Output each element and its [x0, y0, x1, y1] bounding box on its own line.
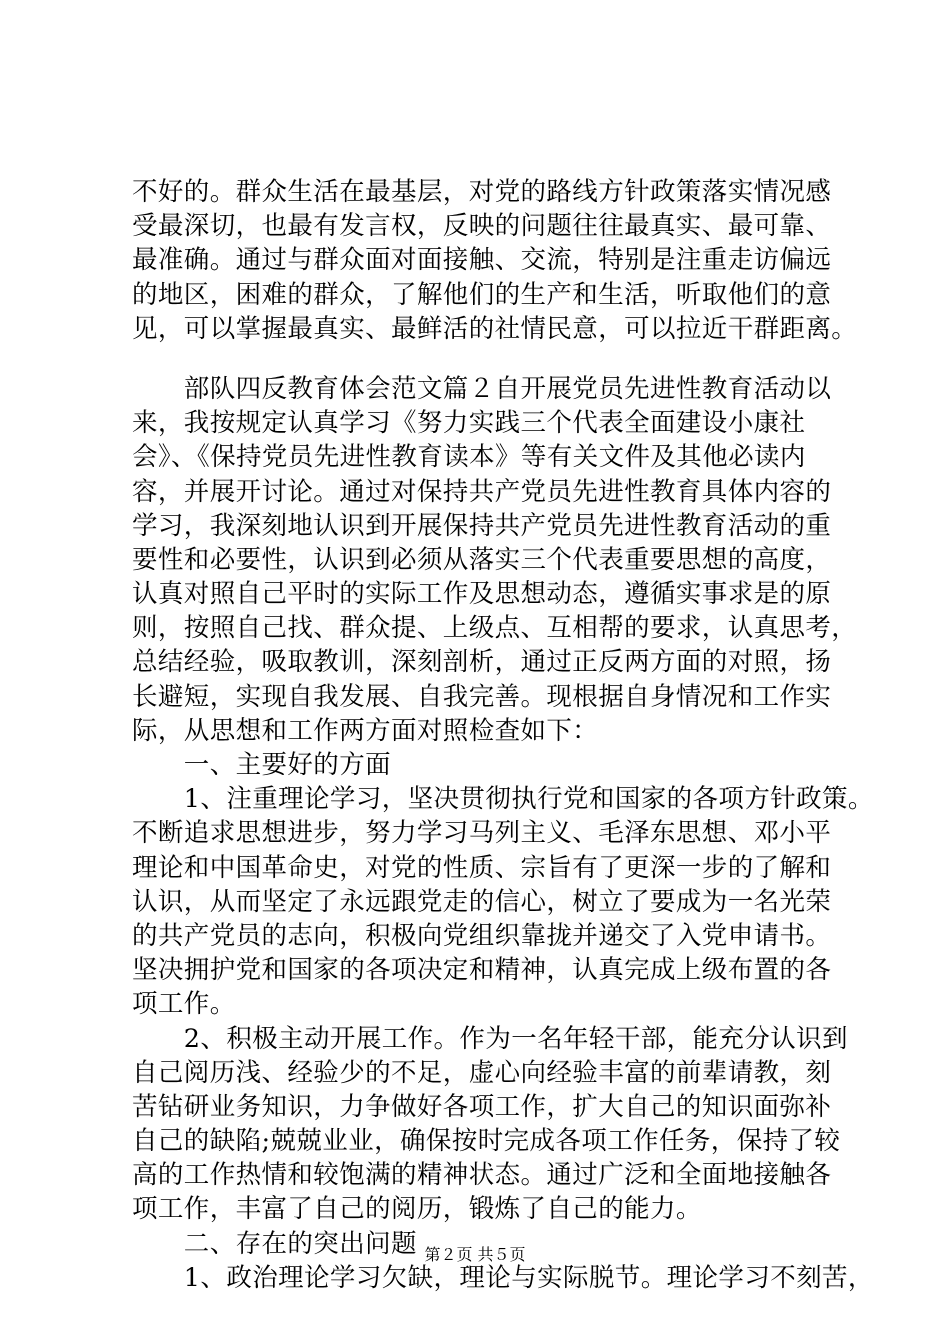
text-line: 来，我按规定认真学习《努力实践三个代表全面建设小康社: [132, 408, 806, 439]
document-body: [132, 175, 874, 1295]
list-item-1: [132, 782, 874, 1021]
text-line: 不断追求思想进步，努力学习马列主义、毛泽东思想、邓小平: [132, 818, 832, 849]
paragraph-2: [132, 372, 858, 748]
text-line: 容，并展开讨论。通过对保持共产党员先进性教育具体内容的: [132, 476, 832, 507]
text-line: 总结经验，吸取教训，深刻剖析，通过正反两方面的对照，扬: [132, 647, 832, 678]
text-line: 1、政治理论学习欠缺，理论与实际脱节。理论学习不刻苦，: [132, 1262, 874, 1293]
text-line: 1、注重理论学习，坚决贯彻执行党和国家的各项方针政策。: [132, 784, 874, 815]
text-line: 认真对照自己平时的实际工作及思想动态，遵循实事求是的原: [132, 579, 832, 610]
text-line: 自己的缺陷;兢兢业业，确保按时完成各项工作任务，保持了较: [132, 1126, 841, 1157]
paragraph-spacer: [132, 346, 832, 372]
text-line: 项工作。: [132, 989, 236, 1020]
page-footer: [0, 1245, 950, 1265]
text-line: 则，按照自己找、群众提、上级点、互相帮的要求，认真思考，: [132, 613, 858, 644]
text-line: 高的工作热情和较饱满的精神状态。通过广泛和全面地接触各: [132, 1160, 832, 1191]
text-line: 2、积极主动开展工作。作为一名年轻干部，能充分认识到: [132, 1023, 848, 1054]
text-line: 坚决拥护党和国家的各项决定和精神，认真完成上级布置的各: [132, 955, 832, 986]
text-line: 学习，我深刻地认识到开展保持共产党员先进性教育活动的重: [132, 510, 832, 541]
text-line: 的共产党员的志向，积极向党组织靠拢并递交了入党申请书。: [132, 920, 832, 951]
text-line: 受最深切，也最有发言权，反映的问题往往最真实、最可靠、: [132, 211, 832, 242]
section-heading-1: 一、主要好的方面: [132, 750, 392, 780]
text-line: 最准确。通过与群众面对面接触、交流，特别是注重走访偏远: [132, 245, 832, 276]
list-item-2: [132, 1022, 848, 1227]
text-line: 不好的。群众生活在最基层，对党的路线方针政策落实情况感: [132, 177, 832, 207]
list-item-3: [132, 1261, 874, 1295]
section-heading-2: 二、存在的突出问题: [132, 1228, 417, 1259]
text-line: 要性和必要性，认识到必须从落实三个代表重要思想的高度，: [132, 544, 832, 575]
text-line: 认识，从而坚定了永远跟党走的信心，树立了要成为一名光荣: [132, 886, 832, 917]
text-line: 会》、《保持党员先进性教育读本》等有关文件及其他必读内: [132, 442, 806, 473]
paragraph-1: [132, 175, 858, 346]
text-line: 部队四反教育体会范文篇２自开展党员先进性教育活动以: [132, 373, 832, 404]
text-line: 见，可以掌握最真实、最鲜活的社情民意，可以拉近干群距离。: [132, 313, 858, 344]
text-line: 自己阅历浅、经验少的不足，虚心向经验丰富的前辈请教，刻: [132, 1057, 832, 1088]
page-number: 第２页 共５页: [424, 1245, 526, 1264]
text-line: 项工作，丰富了自己的阅历，锻炼了自己的能力。: [132, 1194, 702, 1225]
text-line: 理论和中国革命史，对党的性质、宗旨有了更深一步的了解和: [132, 852, 832, 883]
text-line: 长避短，实现自我发展、自我完善。现根据自身情况和工作实: [132, 681, 832, 712]
text-line: 苦钻研业务知识，力争做好各项工作，扩大自己的知识面弥补: [132, 1091, 832, 1122]
text-line: 际，从思想和工作两方面对照检查如下：: [132, 715, 599, 746]
text-line: 的地区，困难的群众，了解他们的生产和生活，听取他们的意: [132, 279, 832, 310]
